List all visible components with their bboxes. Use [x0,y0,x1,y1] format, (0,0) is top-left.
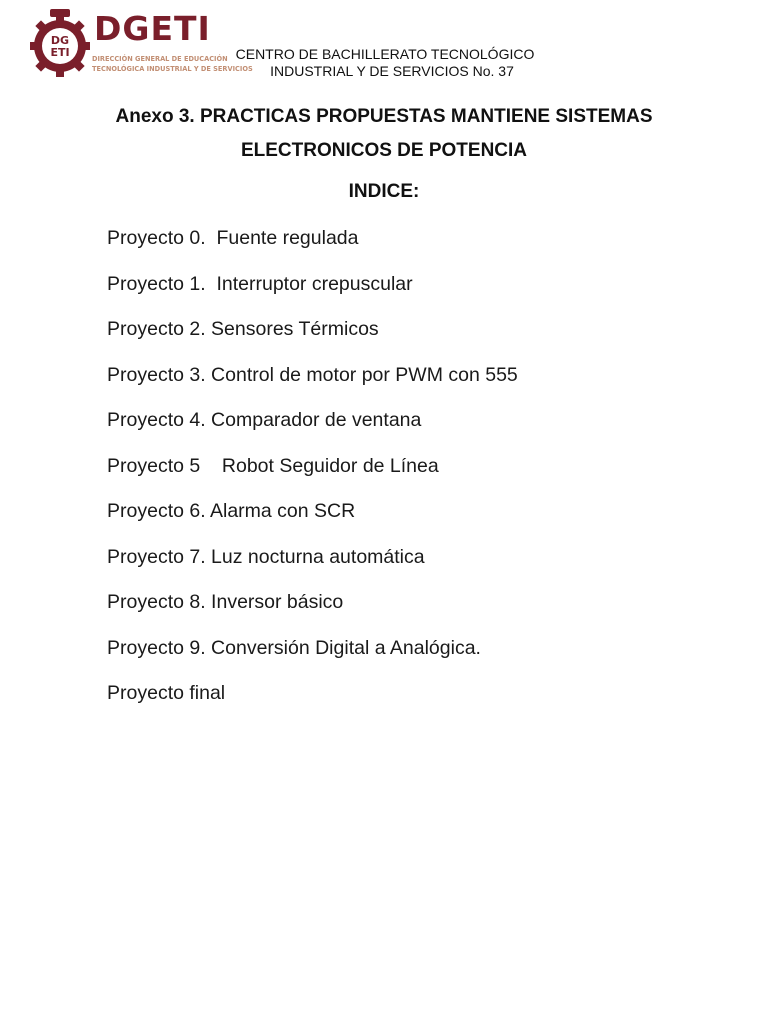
index-item: Proyecto 3. Control de motor por PWM con 555 [107,363,518,386]
document-title-line1: Anexo 3. PRACTICAS PROPUESTAS MANTIENE SISTEMAS [115,106,653,127]
school-name-line1: CENTRO DE BACHILLERATO TECNOLÓGICO [235,46,535,62]
svg-text:ETI: ETI [50,46,70,59]
index-item: Proyecto 9. Conversión Digital a Analógica. [107,636,481,659]
index-item: Proyecto 0. Fuente regulada [107,227,359,249]
logo-title: DGETI [94,9,211,48]
gear-logo-icon [30,8,90,78]
index-item: Proyecto 5 Robot Seguidor de Línea [107,454,439,477]
index-item: Proyecto 7. Luz nocturna automática [107,545,425,568]
index-item: Proyecto 4. Comparador de ventana [107,409,422,431]
svg-text:DG: DG [50,34,70,47]
index-heading: INDICE: [348,181,420,202]
index-item: Proyecto final [107,682,226,704]
index-item: Proyecto 6. Alarma con SCR [107,500,356,522]
logo-subtitle-line2: TECNOLÓGICA INDUSTRIAL Y DE SERVICIOS [92,65,253,73]
logo-subtitle-line1: DIRECCIÓN GENERAL DE EDUCACIÓN [92,55,228,63]
document-title [60,100,708,168]
index-item: Proyecto 1. Interruptor crepuscular [107,272,413,295]
school-name-line2: INDUSTRIAL Y DE SERVICIOS No. 37 [270,63,514,79]
index-item: Proyecto 8. Inversor básico [107,591,344,613]
index-item: Proyecto 2. Sensores Térmicos [107,318,379,340]
school-name [210,46,560,80]
index-list [107,223,707,724]
document-title-line2: ELECTRONICOS DE POTENCIA [240,140,528,161]
